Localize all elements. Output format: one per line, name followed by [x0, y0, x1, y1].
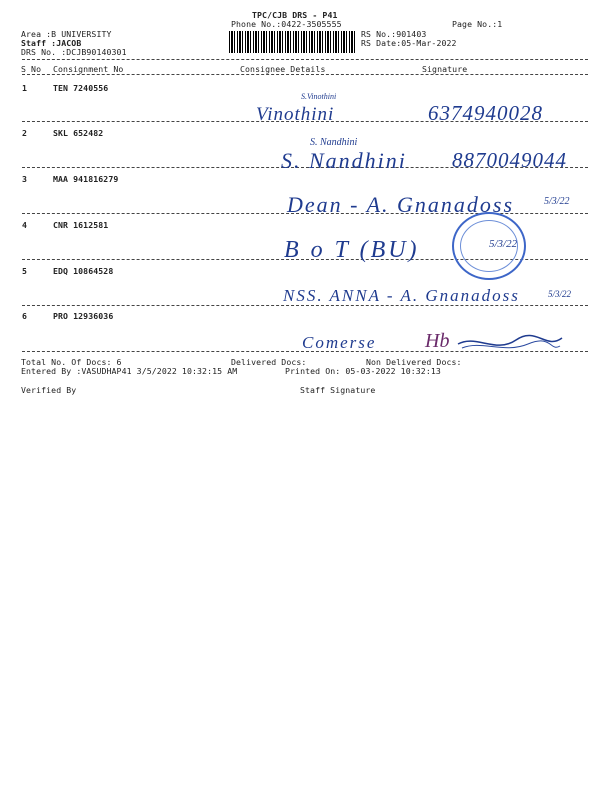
- entered-by: Entered By :VASUDHAP41 3/5/2022 10:32:15 AM: [21, 366, 238, 376]
- handwritten-phone: 6374940028: [428, 101, 543, 125]
- col-consignment: Consignment No: [53, 64, 124, 74]
- barcode: [229, 31, 355, 53]
- non-delivered-docs: Non Delivered Docs:: [366, 357, 462, 367]
- consignment-number: MAA 941816279: [53, 174, 119, 184]
- handwritten-date: 5/3/22: [489, 238, 518, 250]
- handwritten-date: 5/3/22: [544, 196, 570, 207]
- consignment-number: TEN 7240556: [53, 83, 109, 93]
- divider: [22, 74, 588, 75]
- handwritten-note: NSS. ANNA - A. Gnanadoss: [283, 286, 520, 305]
- handwritten-name: S. Nandhini: [281, 148, 407, 173]
- col-signature: Signature: [422, 64, 468, 74]
- document-title: TPC/CJB DRS - P41: [252, 10, 338, 20]
- consignment-number: PRO 12936036: [53, 311, 114, 321]
- consignment-number: CNR 1612581: [53, 220, 109, 230]
- official-stamp: [452, 212, 526, 280]
- handwritten-date: 5/3/22: [548, 289, 572, 299]
- row-number: 1: [22, 83, 28, 93]
- area-label: Area :B UNIVERSITY: [21, 29, 112, 39]
- handwritten-signature: Hb: [425, 330, 450, 352]
- handwritten-note: Dean - A. Gnanadoss: [287, 192, 515, 217]
- phone-number: Phone No.:0422-3505555: [231, 19, 342, 29]
- scribble-mark: [456, 330, 566, 356]
- verified-by: Verified By: [21, 385, 77, 395]
- divider: [22, 59, 588, 60]
- rs-number: RS No.:901403: [361, 29, 427, 39]
- row-number: 3: [22, 174, 28, 184]
- row-number: 2: [22, 128, 28, 138]
- drs-number: DRS No. :DCJB90140301: [21, 47, 127, 57]
- handwritten-signature: S. Nandhini: [310, 137, 358, 148]
- printed-on: Printed On: 05-03-2022 10:32:13: [285, 366, 441, 376]
- staff-signature: Staff Signature: [300, 385, 376, 395]
- col-sno: S No: [21, 64, 42, 74]
- consignment-number: EDQ 10864528: [53, 266, 114, 276]
- total-docs: Total No. Of Docs: 6: [21, 357, 122, 367]
- handwritten-note: B o T (BU): [284, 237, 420, 263]
- col-consignee: Consignee Details: [240, 64, 326, 74]
- handwritten-signature: S.Vinothini: [301, 92, 337, 101]
- page-number: Page No.:1: [452, 19, 503, 29]
- delivered-docs: Delivered Docs:: [231, 357, 307, 367]
- staff-label: Staff :JACOB: [21, 38, 82, 48]
- handwritten-note: Comerse: [302, 333, 377, 352]
- rs-date: RS Date:05-Mar-2022: [361, 38, 457, 48]
- row-number: 4: [22, 220, 28, 230]
- handwritten-phone: 8870049044: [452, 148, 567, 172]
- row-number: 6: [22, 311, 28, 321]
- row-number: 5: [22, 266, 28, 276]
- handwritten-name: Vinothini: [256, 104, 335, 125]
- consignment-number: SKL 652482: [53, 128, 104, 138]
